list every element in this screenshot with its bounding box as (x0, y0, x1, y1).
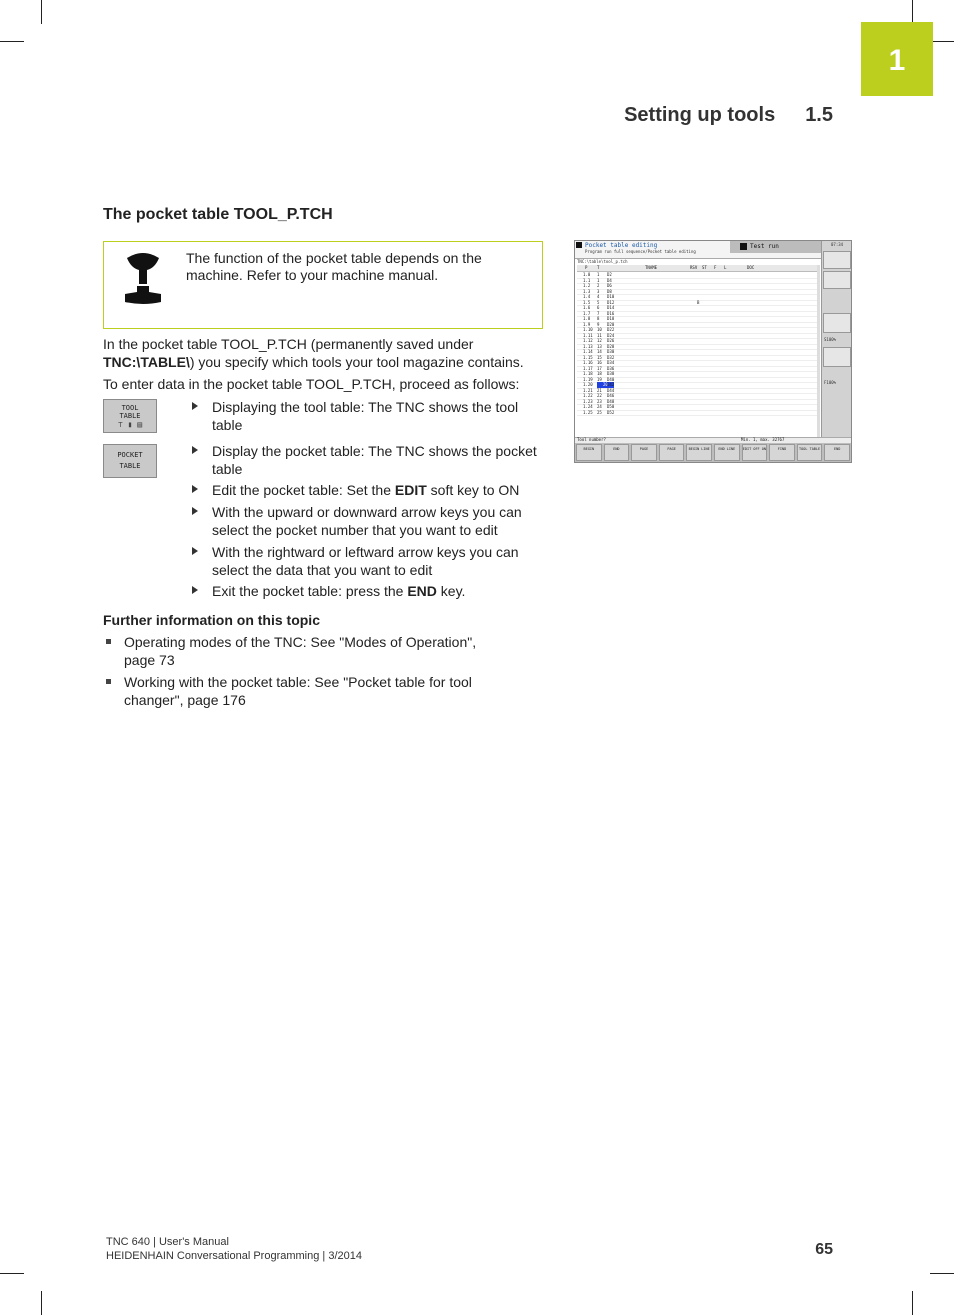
screen-softkey[interactable]: PAGE (631, 444, 657, 461)
step-text: Display the pocket table: The TNC shows the pocket table (212, 443, 537, 477)
cell-tname: D48 (607, 398, 615, 404)
cell-pocket: 1.19 (583, 376, 593, 382)
cell-pocket: 1.0 (583, 272, 591, 277)
footer-line-2: HEIDENHAIN Conversational Programming | 3/2014 (106, 1250, 362, 1262)
further-item-line: Operating modes of the TNC: See "Modes of Operation", (124, 634, 477, 650)
step-item (192, 481, 542, 499)
cell-pocket: 1.8 (583, 316, 591, 321)
screen-softkey[interactable]: END (824, 444, 850, 461)
step-text: Displaying the tool table: The TNC shows the tool table (212, 399, 519, 433)
intro-paragraph-2: To enter data in the pocket table TOOL_P.TCH, proceed as follows: (103, 376, 520, 392)
cell-tool: 3 (597, 288, 600, 294)
cell-pocket: 1.20 (583, 382, 593, 387)
column-header-l: L (724, 265, 727, 270)
screen-softkey[interactable]: TOOL TABLE (797, 444, 823, 461)
machine-function-icon (122, 250, 164, 306)
step-text-part: soft key to ON (426, 482, 520, 498)
cell-tool: 2 (597, 283, 600, 288)
cell-pocket: 1.23 (583, 398, 593, 404)
cell-tname: D2 (607, 272, 612, 277)
screen-softkey[interactable]: FIND (769, 444, 795, 461)
mode-arrow-icon (576, 242, 582, 248)
column-header-t: T (597, 265, 600, 270)
cell-tool: 12 (597, 338, 602, 343)
cell-tname: D6 (607, 283, 612, 288)
step-arrow-icon (192, 507, 198, 515)
status-range: Min. 1, max. 32767 (741, 437, 785, 442)
cell-tool: 5 (597, 299, 600, 305)
step-keyword: END (407, 583, 437, 599)
cell-tname: D28 (607, 343, 615, 349)
cell-tname: D22 (607, 327, 615, 332)
cell-tname: D12 (607, 299, 615, 305)
cell-pocket: 1.2 (583, 283, 591, 288)
cell-tool: 8 (597, 316, 600, 321)
screen-softkey[interactable]: EDIT OFF ON (742, 444, 768, 461)
cell-tname: D18 (607, 316, 615, 321)
cell-tool: 7 (597, 310, 600, 316)
cell-tname: D24 (607, 332, 615, 338)
cell-tool: 24 (597, 404, 602, 409)
chapter-number: 1 (888, 44, 906, 77)
pocket-rows (577, 272, 817, 436)
step-item (192, 398, 542, 434)
side-button[interactable] (823, 347, 851, 367)
pocket-table-softkey (103, 444, 157, 478)
cell-pocket: 1.1 (583, 277, 591, 283)
cell-tool: 23 (597, 398, 602, 404)
cell-pocket: 1.24 (583, 404, 593, 409)
step-item (192, 543, 542, 579)
cell-tool: 17 (597, 365, 602, 371)
cell-tname: D46 (607, 393, 615, 398)
step-text: With the upward or downward arrow keys you can select the pocket number that you want to edit (212, 504, 522, 538)
step-text (212, 582, 542, 600)
cell-tname: D32 (607, 354, 615, 360)
cell-tname: D38 (607, 371, 615, 376)
step-text (212, 481, 542, 499)
crop-mark (0, 1273, 24, 1274)
screen-title: Pocket table editing (585, 242, 658, 249)
screen-subtitle: Program run full sequence/Pocket table editing (585, 249, 696, 254)
step-arrow-icon (192, 586, 198, 594)
softkey-label: TABLE (119, 462, 141, 470)
cell-tname: D4 (607, 277, 612, 283)
column-header-tname: TNAME (645, 265, 658, 270)
cell-pocket: 1.25 (583, 409, 593, 415)
clock: 07:34 (831, 242, 844, 247)
further-item-line: Working with the pocket table: See "Pocket table for tool (124, 674, 472, 690)
cell-pocket: 1.22 (583, 393, 593, 398)
crop-mark (912, 1291, 913, 1315)
cell-pocket: 1.5 (583, 299, 591, 305)
crop-mark (930, 1273, 954, 1274)
cell-pocket: 1.21 (583, 387, 593, 393)
softkey-label: POCKET (117, 451, 143, 459)
cell-tname: D8 (607, 288, 612, 294)
cell-tool: 1 (597, 277, 600, 283)
step-arrow-icon (192, 446, 198, 454)
screen-softkey[interactable]: BEGIN LINE (686, 444, 712, 461)
cell-pocket: 1.15 (583, 354, 593, 360)
further-heading: Further information on this topic (103, 612, 320, 628)
step-keyword: EDIT (394, 482, 427, 498)
cell-tool: 4 (597, 294, 600, 299)
cell-tname: D10 (607, 294, 615, 299)
cell-tname: D52 (607, 409, 615, 415)
tool-icons: ⊤ ▮ ▤ (117, 420, 143, 429)
tnc-screenshot (574, 240, 852, 463)
side-button[interactable] (823, 313, 851, 333)
intro-paragraph (103, 335, 543, 371)
softkey-bar (575, 443, 851, 462)
step-text-part: Edit the pocket table: Set the (212, 482, 395, 498)
cell-pocket: 1.16 (583, 360, 593, 365)
screen-softkey[interactable]: PAGE (659, 444, 685, 461)
crop-mark (41, 0, 42, 24)
cell-tname: D16 (607, 310, 615, 316)
file-path: TNC:\table\tool_p.tch (577, 259, 628, 264)
cell-tool: 11 (597, 332, 602, 338)
step-item (192, 582, 542, 600)
side-button[interactable] (823, 271, 851, 289)
cell-pocket: 1.14 (583, 349, 593, 354)
cell-tname: D44 (607, 387, 615, 393)
cell-pocket: 1.4 (583, 294, 591, 299)
cell-tname: D40 (607, 376, 615, 382)
screen-softkey[interactable]: BEGIN (576, 444, 602, 461)
cell-pocket: 1.6 (583, 305, 591, 310)
cell-pocket: 1.3 (583, 288, 591, 294)
side-button[interactable] (823, 251, 851, 269)
running-head-title: Setting up tools (624, 104, 776, 126)
cell-tname: D34 (607, 360, 615, 365)
cell-pocket: 1.10 (583, 327, 593, 332)
note-text: The function of the pocket table depends on the machine. Refer to your machine manual. (186, 250, 482, 283)
crop-mark (930, 41, 954, 42)
column-header-rsv: RSV (690, 265, 698, 270)
cell-tool: 21 (597, 387, 602, 393)
column-header-p: P (585, 265, 588, 270)
cell-tool: 22 (597, 393, 602, 398)
cell-tname: D36 (607, 365, 615, 371)
intro-path: TNC:\TABLE\ (103, 354, 190, 370)
table-row[interactable] (577, 410, 817, 417)
cell-tool: 1 (597, 272, 600, 277)
step-text: With the rightward or leftward arrow keys you can select the data that you want to edit (212, 544, 519, 578)
cell-pocket: 1.13 (583, 343, 593, 349)
cell-pocket: 1.18 (583, 371, 593, 376)
cell-pocket: 1.9 (583, 321, 591, 327)
softkey-label: TABLE (119, 412, 141, 420)
cell-tname: D14 (607, 305, 615, 310)
crop-mark (41, 1291, 42, 1315)
crop-mark (912, 0, 913, 24)
spindle-override: S100% (824, 337, 837, 342)
cell-tname: D30 (607, 349, 615, 354)
further-item-line: page 73 (124, 652, 175, 668)
further-item (106, 673, 526, 709)
cell-tool: 15 (597, 354, 602, 360)
cell-tool: 13 (597, 343, 602, 349)
cell-tool: 6 (597, 305, 600, 310)
step-arrow-icon (192, 402, 198, 410)
tool-table-softkey (103, 399, 157, 433)
softkey-label: TOOL (121, 404, 139, 412)
bullet-icon (106, 639, 111, 644)
section-title: The pocket table TOOL_P.TCH (103, 206, 333, 223)
further-item (106, 633, 526, 669)
cell-pocket: 1.17 (583, 365, 593, 371)
step-item (192, 503, 542, 539)
step-text-part: key. (436, 583, 466, 599)
cell-tool: 19 (597, 376, 602, 382)
intro-text: In the pocket table TOOL_P.TCH (permanently saved under (103, 336, 474, 352)
status-prompt: Tool number? (577, 437, 606, 442)
cell-pocket: 1.12 (583, 338, 593, 343)
cell-tool: 14 (597, 349, 602, 354)
step-item (192, 442, 542, 478)
column-header-f: F (714, 265, 717, 270)
test-run-icon (740, 243, 747, 250)
cell-tool: 20 (597, 382, 614, 388)
crop-mark (0, 41, 24, 42)
cell-tool: 18 (597, 371, 602, 376)
cell-tname: D42 (607, 382, 615, 387)
cell-tname: D20 (607, 321, 615, 327)
column-header-doc: DOC (747, 265, 755, 270)
cell-tname: D26 (607, 338, 615, 343)
cell-tool: 16 (597, 360, 602, 365)
screen-softkey[interactable]: END LINE (714, 444, 740, 461)
feed-override: F100% (824, 380, 837, 385)
further-item-line: changer", page 176 (124, 692, 246, 708)
running-head-number: 1.5 (805, 104, 833, 126)
cell-pocket: 1.11 (583, 332, 593, 338)
intro-text-end: ) you specify which tools your tool magazine contains. (189, 354, 524, 370)
step-arrow-icon (192, 547, 198, 555)
cell-tool: 10 (597, 327, 602, 332)
cell-tool: 25 (597, 409, 602, 415)
column-header-st: ST (702, 265, 707, 270)
footer-line-1: TNC 640 | User's Manual (106, 1236, 229, 1248)
mode-label: Test run (750, 243, 779, 250)
vertical-scrollbar[interactable] (817, 265, 820, 437)
step-text-part: Exit the pocket table: press the (212, 583, 408, 599)
screen-softkey[interactable]: END (604, 444, 630, 461)
cell-tname: D50 (607, 404, 615, 409)
page-number: 65 (815, 1241, 833, 1258)
cell-rsv: B (697, 299, 700, 305)
cell-pocket: 1.7 (583, 310, 591, 316)
bullet-icon (106, 679, 111, 684)
running-head (600, 104, 833, 127)
step-arrow-icon (192, 485, 198, 493)
cell-tool: 9 (597, 321, 600, 327)
